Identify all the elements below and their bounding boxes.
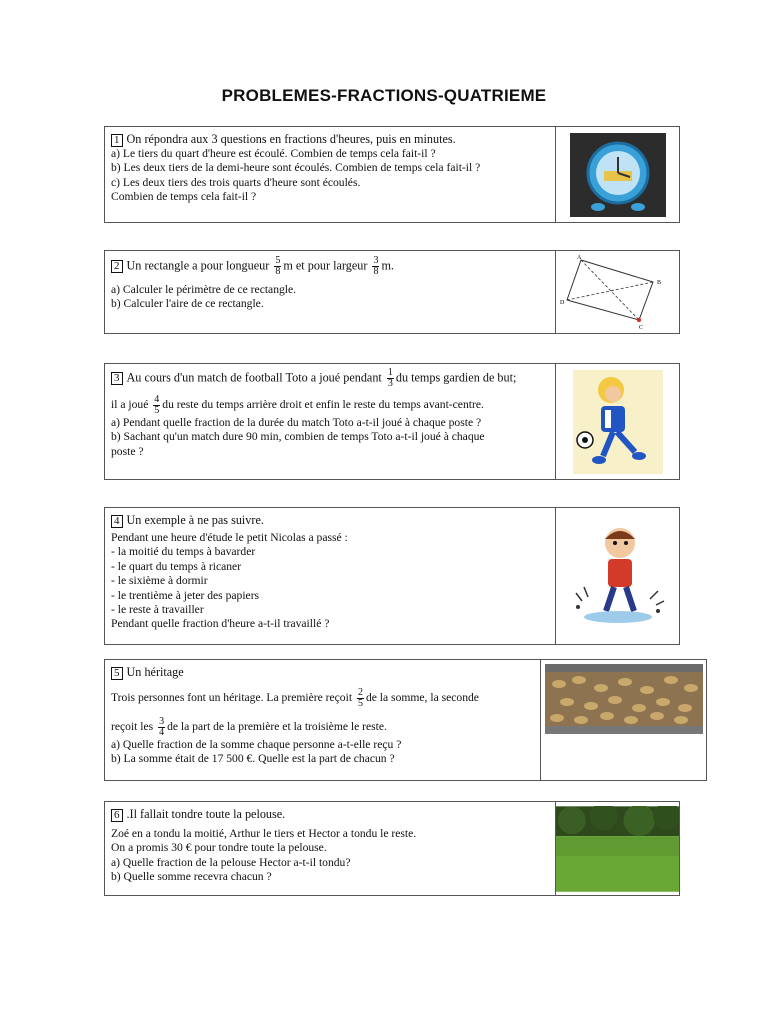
text-line: c) Les deux tiers des trois quarts d'heure sont écoulés. [111,175,361,189]
boy-splashing-icon [555,508,679,644]
fraction: $\frac{4}{5}$ [154,394,160,416]
problem-heading-end: m. [381,258,394,273]
text-line: il a joué [111,398,149,412]
text-line: a) Le tiers du quart d'heure est écoulé. Combien de temps cela fait-il ? [111,147,436,160]
problem-number: 1 [111,134,123,147]
problem-3-text [105,364,555,479]
text-line: - la moitié du temps à bavarder [111,545,256,559]
text-line: b) Sachant qu'un match dure 90 min, combien de temps Toto a-t-il joué à chaque [111,430,485,444]
text-line: - le sixième à dormir [111,574,208,588]
text-line: - le quart du temps à ricaner [111,559,242,573]
text-line: Combien de temps cela fait-il ? [111,190,257,204]
vertex-label: B [656,280,661,286]
problem-1 [104,126,680,223]
problem-number: 6 [111,809,123,822]
text-line-cont: de la part de la première et la troisième le reste. [167,720,387,734]
problem-6-text [105,802,555,895]
text-line: poste ? [111,444,144,458]
coins-pile-icon [540,660,706,780]
problem-2-text [105,251,555,333]
text-line: - le reste à travailler [111,603,204,617]
rectangle-diagram-icon [555,251,679,333]
fraction: $\frac{3}{4}$ [159,716,165,738]
text-line: Pendant une heure d'étude le petit Nicolas a passé : [111,531,348,544]
text-line: Trois personnes font un héritage. La première reçoit [111,691,353,705]
text-line: - le trentième à jeter des papiers [111,588,260,602]
alarm-clock-icon [555,127,679,222]
text-line: On a promis 30 € pour tondre toute la pelouse. [111,841,327,855]
text-line-cont: du reste du temps arrière droit et enfin le reste du temps avant-centre. [162,398,484,412]
fraction: $\frac{3}{8}$ [373,255,379,277]
vertex-label: D [559,300,564,306]
problem-number: 2 [111,260,123,273]
problem-heading: Un rectangle a pour longueur [126,258,270,273]
fraction: $\frac{5}{8}$ [275,255,281,277]
text-line: reçoit les [111,720,154,734]
problem-heading: .Il fallait tondre toute la pelouse. [126,807,286,821]
problem-number: 4 [111,515,123,528]
text-line: Pendant quelle fraction d'heure a-t-il travaillé ? [111,617,330,631]
vertex-label: C [638,325,643,331]
fraction: $\frac{1}{3}$ [387,367,393,389]
vertex-label: A [576,255,581,261]
problem-3 [104,363,680,480]
problem-heading: Un héritage [126,665,184,679]
page-title: PROBLEMES-FRACTIONS-QUATRIEME [221,86,547,105]
problem-5-text [105,660,540,780]
text-line: b) Quelle somme recevra chacun ? [111,870,272,884]
problem-2 [104,250,680,334]
problem-heading-cont: du temps gardien de but; [395,370,517,385]
text-line-cont: de la somme, la seconde [365,691,479,705]
text-line: Zoé en a tondu la moitié, Arthur le tiers et Hector a tondu le reste. [111,827,417,840]
problem-6 [104,801,680,896]
text-line: b) Calculer l'aire de ce rectangle. [111,297,264,311]
football-player-icon [555,364,679,479]
problem-heading-cont: m et pour largeur [283,258,368,273]
text-line: a) Quelle fraction de la pelouse Hector a-t-il tondu? [111,855,351,869]
problem-4 [104,507,680,645]
problem-heading: Au cours d'un match de football Toto a joué pendant [126,370,382,385]
problem-number: 5 [111,667,123,680]
problem-4-text [105,508,555,644]
problem-heading: On répondra aux 3 questions en fractions d'heures, puis en minutes. [126,132,456,146]
problem-5 [104,659,707,781]
text-line: b) La somme était de 17 500 €. Quelle est la part de chacun ? [111,752,395,766]
text-line: a) Calculer le périmètre de ce rectangle. [111,283,297,296]
fraction: $\frac{2}{5}$ [357,687,363,709]
text-line: a) Pendant quelle fraction de la durée du match Toto a-t-il joué à chaque poste ? [111,416,482,429]
lawn-photo-icon [555,802,679,895]
problem-1-text [105,127,555,222]
problem-number: 3 [111,372,123,385]
problem-heading: Un exemple à ne pas suivre. [126,513,264,527]
text-line: b) Les deux tiers de la demi-heure sont écoulés. Combien de temps cela fait-il ? [111,161,481,175]
text-line: a) Quelle fraction de la somme chaque personne a-t-elle reçu ? [111,738,402,751]
